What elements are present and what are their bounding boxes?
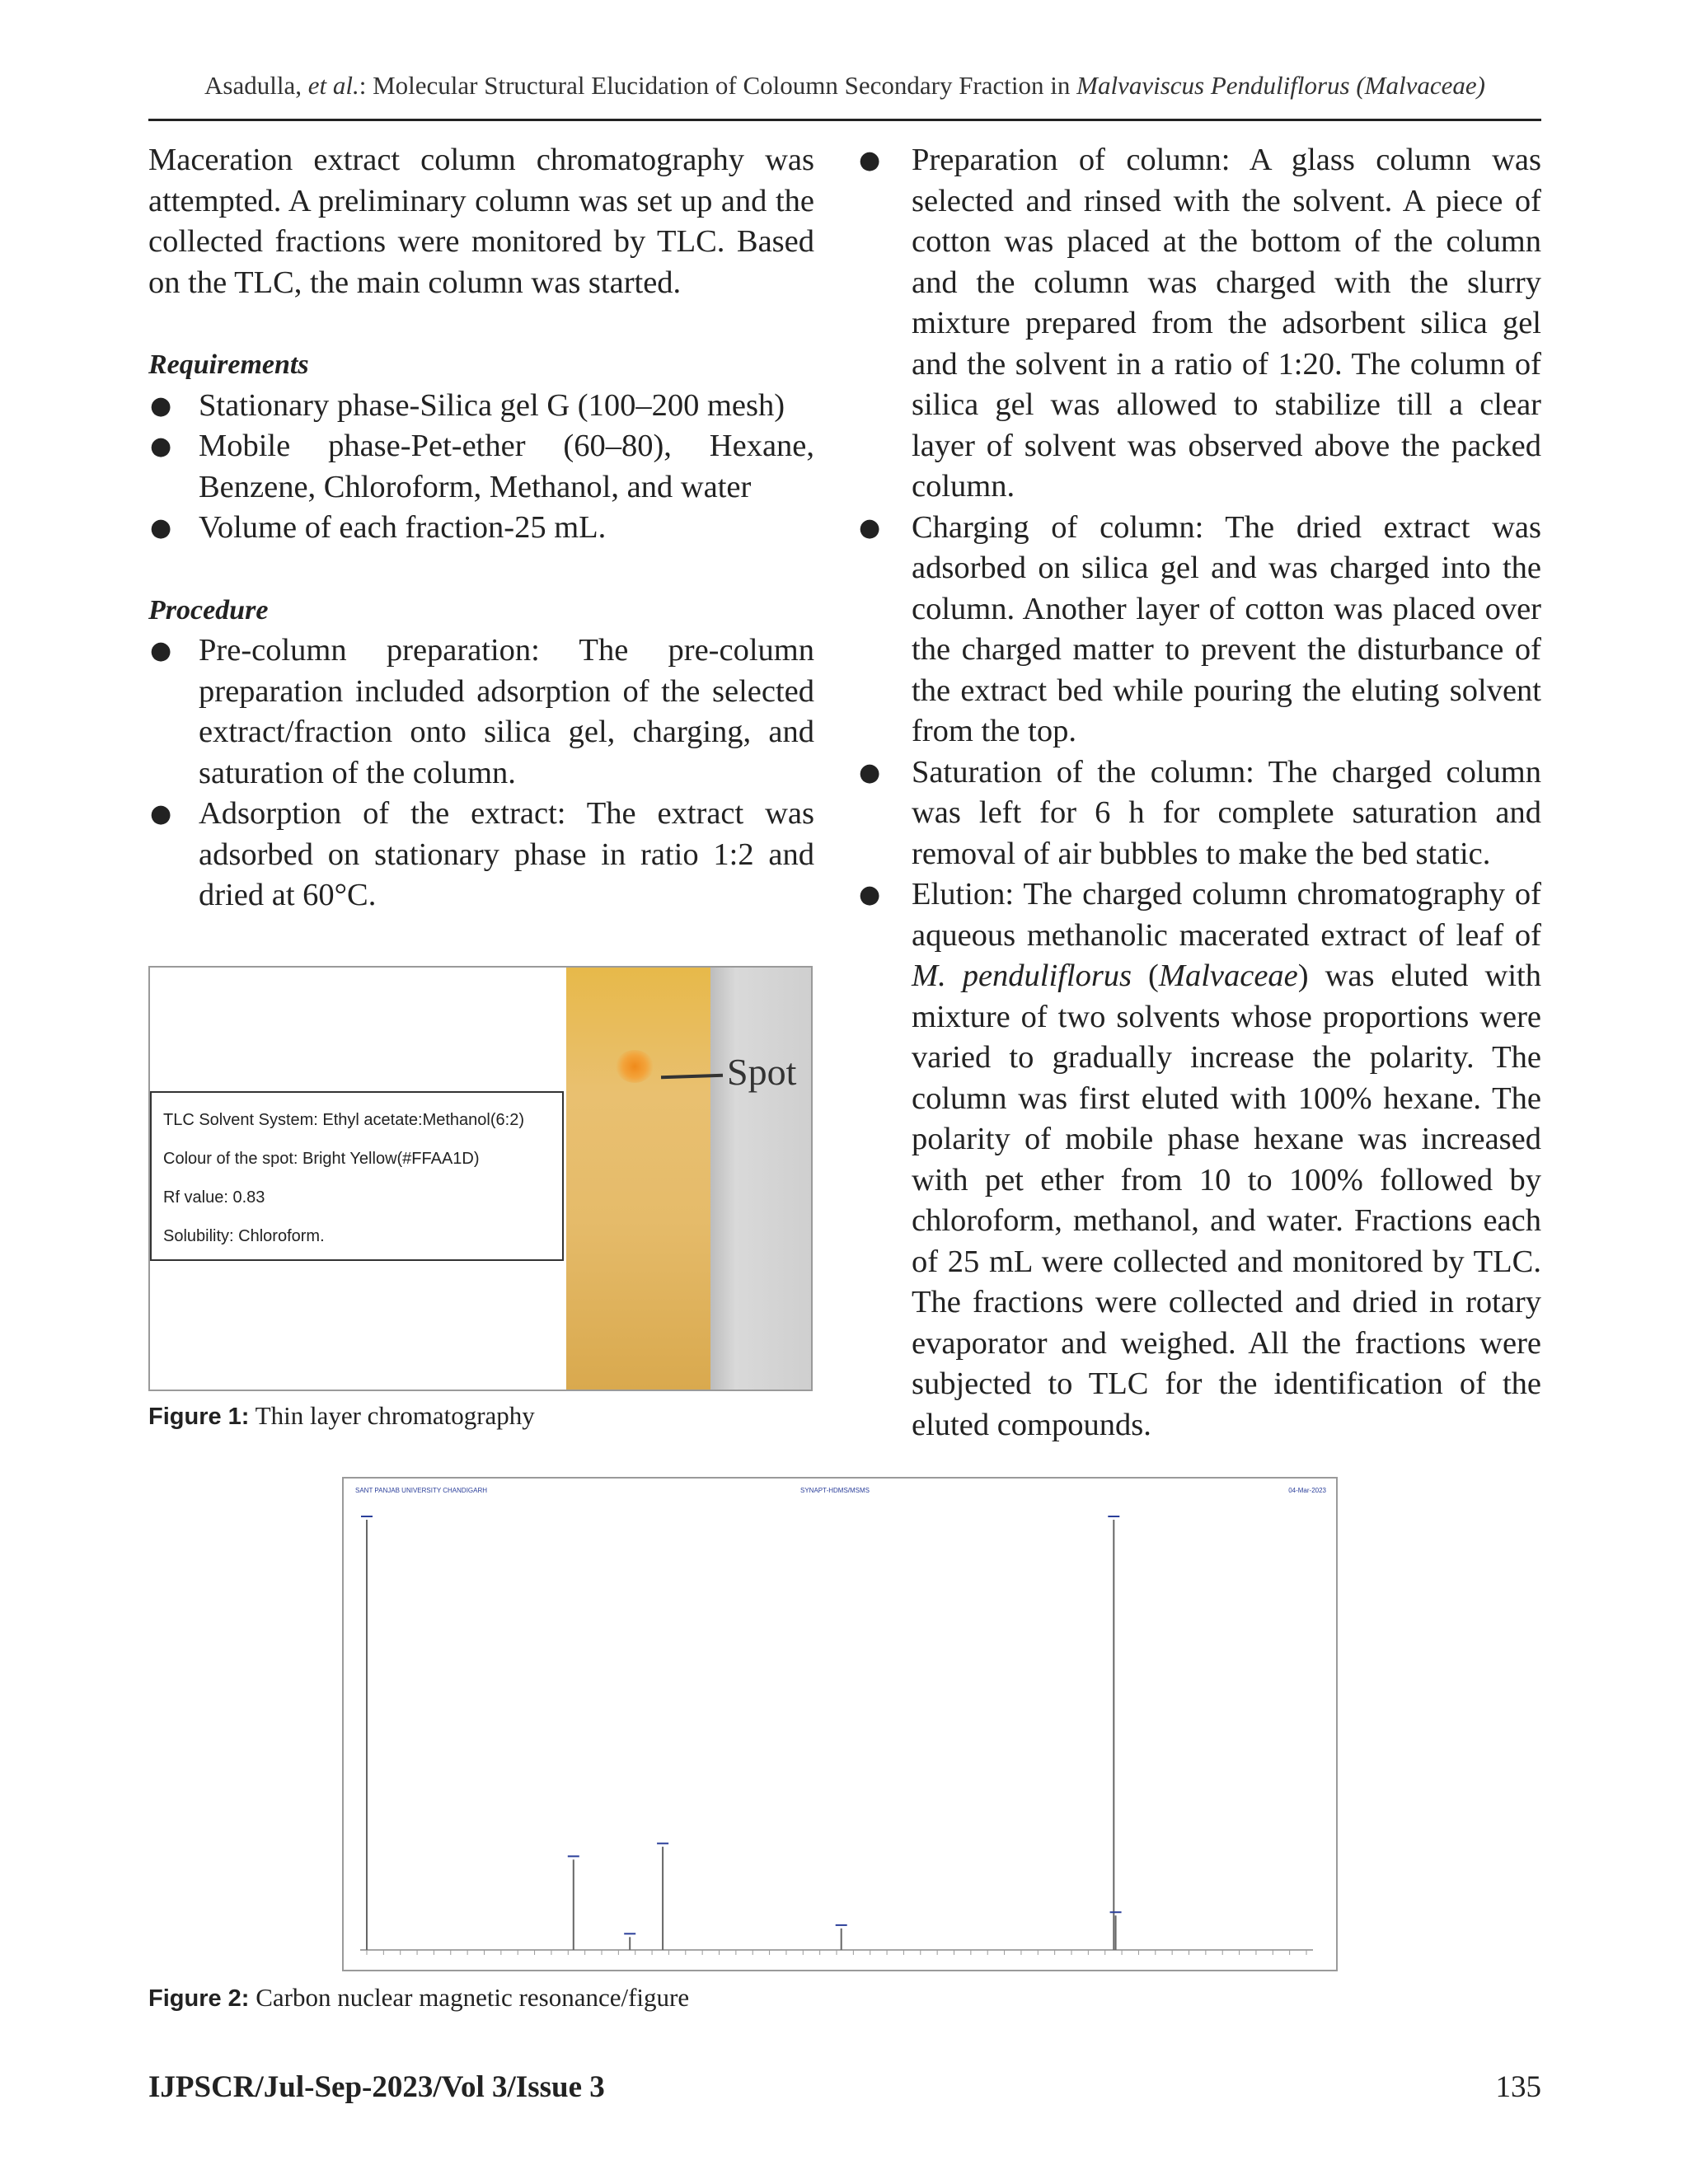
bullet-icon: ● (150, 799, 172, 828)
bullet-icon: ● (150, 391, 172, 420)
tlc-info-box (150, 1091, 564, 1261)
running-head-etal: et al. (307, 71, 359, 100)
figure-1-tlc (148, 966, 813, 1391)
figure-1-caption: Figure 1: Thin layer chromatography (148, 1401, 535, 1430)
list-item: ● Charging of column: The dried extract was adsorbed on silica gel and was charged into the column. Another layer of cotton was placed over the charged matter to prevent the disturbance of the extract bed while pouring the eluting solvent from the top. (857, 508, 1541, 752)
nmr-header-right: 04-Mar-2023 (1288, 1487, 1326, 1494)
tlc-rf-value: Rf value: 0.83 (163, 1188, 265, 1207)
bullet-icon: ● (150, 432, 172, 461)
requirements-list (148, 386, 814, 549)
left-column (148, 140, 814, 916)
figure-2-caption: Figure 2: Carbon nuclear magnetic resonance/figure (148, 1983, 690, 2012)
list-item: ● Stationary phase-Silica gel G (100–200 mesh) (148, 386, 814, 427)
method-list (857, 140, 1541, 1446)
running-head-title: : Molecular Structural Elucidation of Coloumn Secondary Fraction in (359, 71, 1077, 100)
list-item: ● Preparation of column: A glass column was selected and rinsed with the solvent. A piece of cotton was placed at the bottom of the column and the column was charged with the slurry mixture prepared from the adsorbent silica gel and the solvent in a ratio of 1:20. The column of silica gel was allowed to stabilize till a clear layer of solvent was observed above the packed column. (857, 140, 1541, 508)
list-item: ● Mobile phase-Pet-ether (60–80), Hexane, Benzene, Chloroform, Methanol, and water (148, 426, 814, 508)
bullet-icon: ● (859, 880, 881, 909)
nmr-spectrum (344, 1479, 1336, 1970)
list-item: ● Elution: The charged column chromatography of aqueous methanolic macerated extract of leaf of M. penduliflorus (Malvaceae) was eluted with mixture of two solvents whose proportions were varied to gradually increase the polarity. The column was first eluted with 100% hexane. The polarity of mobile phase hexane was increased with pet ether from 10 to 100% followed by chloroform, methanol, and water. Fractions each of 25 mL were collected and monitored by TLC. The fractions were collected and dried in rotary evaporator and weighed. All the fractions were subjected to TLC for the identification of the eluted compounds. (857, 874, 1541, 1446)
right-column (857, 140, 1541, 1446)
intro-paragraph: Maceration extract column chromatography was attempted. A preliminary column was set up and the collected fractions were monitored by TLC. Based on the TLC, the main column was started. (148, 143, 814, 300)
spot-label: Spot (727, 1051, 797, 1093)
species-name: M. penduliflorus (912, 958, 1132, 993)
nmr-header-center: SYNAPT-HDMS/MSMS (800, 1487, 870, 1494)
tlc-plate-edge (710, 968, 811, 1390)
procedure-list (148, 630, 814, 916)
header-rule (148, 119, 1541, 121)
tlc-solvent-system: TLC Solvent System: Ethyl acetate:Methanol(6:2) (163, 1111, 524, 1129)
tlc-solubility: Solubility: Chloroform. (163, 1227, 325, 1245)
tlc-spot (616, 1050, 654, 1083)
requirements-heading: Requirements (148, 349, 309, 380)
list-item: ● Volume of each fraction-25 mL. (148, 508, 814, 549)
procedure-heading: Procedure (148, 594, 269, 626)
list-item: ● Saturation of the column: The charged column was left for 6 h for complete saturation and removal of air bubbles to make the bed static. (857, 752, 1541, 875)
bullet-icon: ● (150, 636, 172, 665)
running-head (148, 71, 1541, 101)
tlc-spot-colour: Colour of the spot: Bright Yellow(#FFAA1D) (163, 1150, 480, 1168)
tlc-plate (566, 968, 710, 1390)
bullet-icon: ● (150, 513, 172, 542)
family-name: Malvaceae (1158, 958, 1298, 993)
footer-journal: IJPSCR/Jul-Sep-2023/Vol 3/Issue 3 (148, 2070, 605, 2104)
running-head-species: Malvaviscus Penduliflorus (Malvaceae) (1076, 71, 1485, 100)
figure-2-nmr (342, 1477, 1338, 1971)
page-number: 135 (1495, 2070, 1541, 2104)
list-item: ● Adsorption of the extract: The extract was adsorbed on stationary phase in ratio 1:2 and dried at 60°C. (148, 794, 814, 916)
bullet-icon: ● (859, 146, 881, 175)
list-item: ● Pre-column preparation: The pre-column preparation included adsorption of the selected extract/fraction onto silica gel, charging, and saturation of the column. (148, 630, 814, 794)
running-head-authors: Asadulla, (204, 71, 308, 100)
nmr-header-left: SANT PANJAB UNIVERSITY CHANDIGARH (355, 1487, 488, 1494)
bullet-icon: ● (859, 757, 881, 787)
bullet-icon: ● (859, 513, 881, 542)
